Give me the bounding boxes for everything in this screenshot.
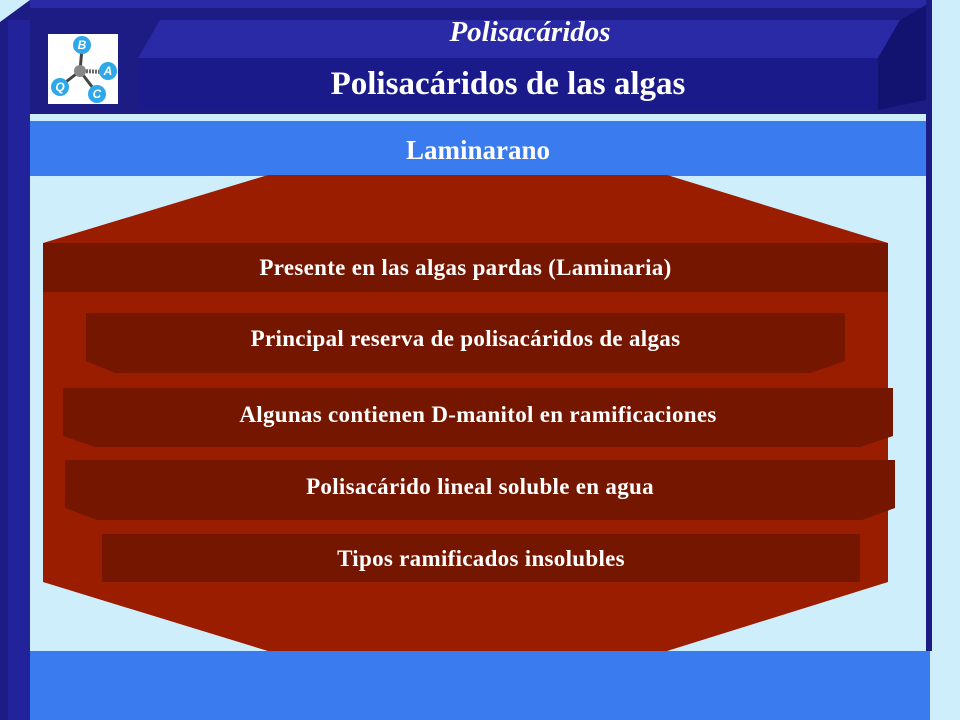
section-title: Laminarano — [405, 135, 551, 165]
logo-letter-a: A — [103, 64, 113, 78]
item-label-4: Polisacárido lineal soluble en agua — [306, 474, 654, 499]
logo-letter-b: B — [77, 38, 87, 52]
item-label-1: Presente en las algas pardas (Laminaria) — [259, 255, 672, 280]
item-label-5: Tipos ramificados insolubles — [337, 546, 625, 571]
page-title: Polisacáridos de las algas — [330, 66, 686, 102]
logo-letter-q: Q — [55, 80, 65, 94]
bottom-bar — [30, 651, 930, 720]
item-label-3: Algunas contienen D-manitol en ramificaciones — [239, 402, 717, 427]
item-label-2: Principal reserva de polisacáridos de algas — [250, 326, 681, 351]
topic-title: Polisacáridos — [449, 16, 611, 48]
logo-letter-c: C — [92, 87, 102, 101]
